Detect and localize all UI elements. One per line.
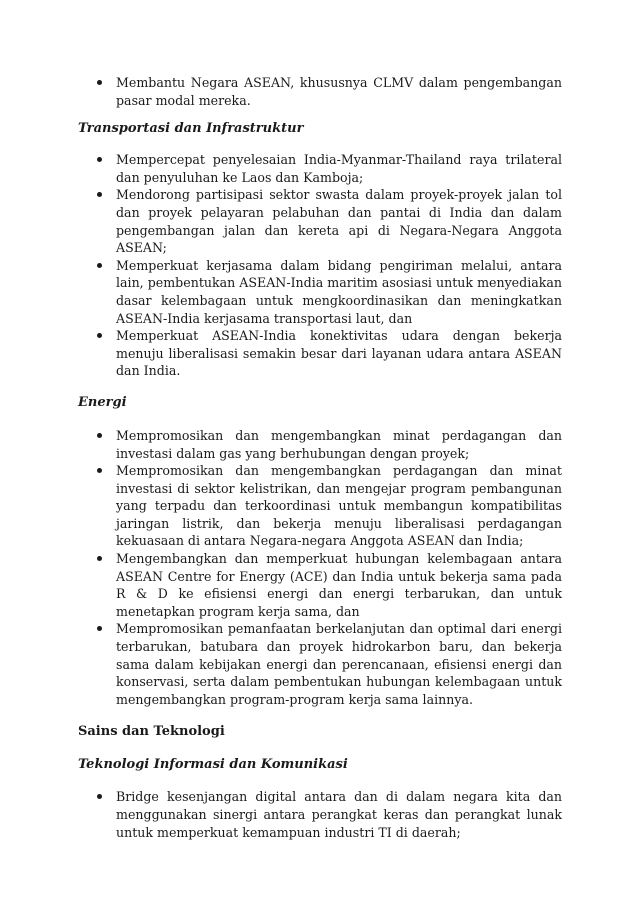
list-item: Memperkuat kerjasama dalam bidang pengiriman melalui, antara lain, pembentukan ASEAN-India maritim asosiasi untuk menyediakan dasar kelembagaan untuk mengkoordinasikan dan meningkatkan ASEAN-India kerjasama transportasi laut, dan xyxy=(78,257,562,327)
list-item: Mempercepat penyelesaian India-Myanmar-Thailand raya trilateral dan penyuluhan ke Laos dan Kamboja; xyxy=(78,151,562,186)
list-item: Mendorong partisipasi sektor swasta dalam proyek-proyek jalan tol dan proyek pelayaran pelabuhan dan pantai di India dan dalam pengembangan jalan dan kereta api di Negara-Negara Anggota ASEAN; xyxy=(78,186,562,256)
bullet-list-energy xyxy=(78,427,562,709)
document-page xyxy=(78,68,562,841)
list-item: Mempromosikan pemanfaatan berkelanjutan dan optimal dari energi terbarukan, batubara dan proyek hidrokarbon baru, dan bekerja sama dalam kebijakan energi dan perencanaan, efisiensi energi dan konservasi, serta dalam pembentukan hubungan kelembagaan untuk mengembangkan program-program kerja sama lainnya. xyxy=(78,620,562,708)
section-heading-science: Sains dan Teknologi xyxy=(78,724,225,740)
list-item: Mengembangkan dan memperkuat hubungan kelembagaan antara ASEAN Centre for Energy (ACE) dan India untuk bekerja sama pada R & D ke efisiensi energi dan energi terbarukan, dan untuk menetapkan program kerja sama, dan xyxy=(78,550,562,620)
section-heading-ict: Teknologi Informasi dan Komunikasi xyxy=(78,757,348,773)
list-item: Mempromosikan dan mengembangkan minat perdagangan dan investasi dalam gas yang berhubungan dengan proyek; xyxy=(78,427,562,462)
list-item: Membantu Negara ASEAN, khususnya CLMV dalam pengembangan pasar modal mereka. xyxy=(78,74,562,109)
section-heading-transport: Transportasi dan Infrastruktur xyxy=(78,121,304,137)
section-heading-energy: Energi xyxy=(78,394,127,410)
bullet-list-ict xyxy=(78,788,562,841)
bullet-list-capital-markets xyxy=(78,74,562,109)
bullet-list-transport xyxy=(78,151,562,380)
list-item: Memperkuat ASEAN-India konektivitas udara dengan bekerja menuju liberalisasi semakin besar dari layanan udara antara ASEAN dan India. xyxy=(78,327,562,380)
list-item: Bridge kesenjangan digital antara dan di dalam negara kita dan menggunakan sinergi antara perangkat keras dan perangkat lunak untuk memperkuat kemampuan industri TI di daerah; xyxy=(78,788,562,841)
list-item: Mempromosikan dan mengembangkan perdagangan dan minat investasi di sektor kelistrikan, dan mengejar program pembangunan yang terpadu dan terkoordinasi untuk membangun kompatibilitas jaringan listrik, dan bekerja menuju liberalisasi perdagangan kekuasaan di antara Negara-negara Anggota ASEAN dan India; xyxy=(78,462,562,550)
